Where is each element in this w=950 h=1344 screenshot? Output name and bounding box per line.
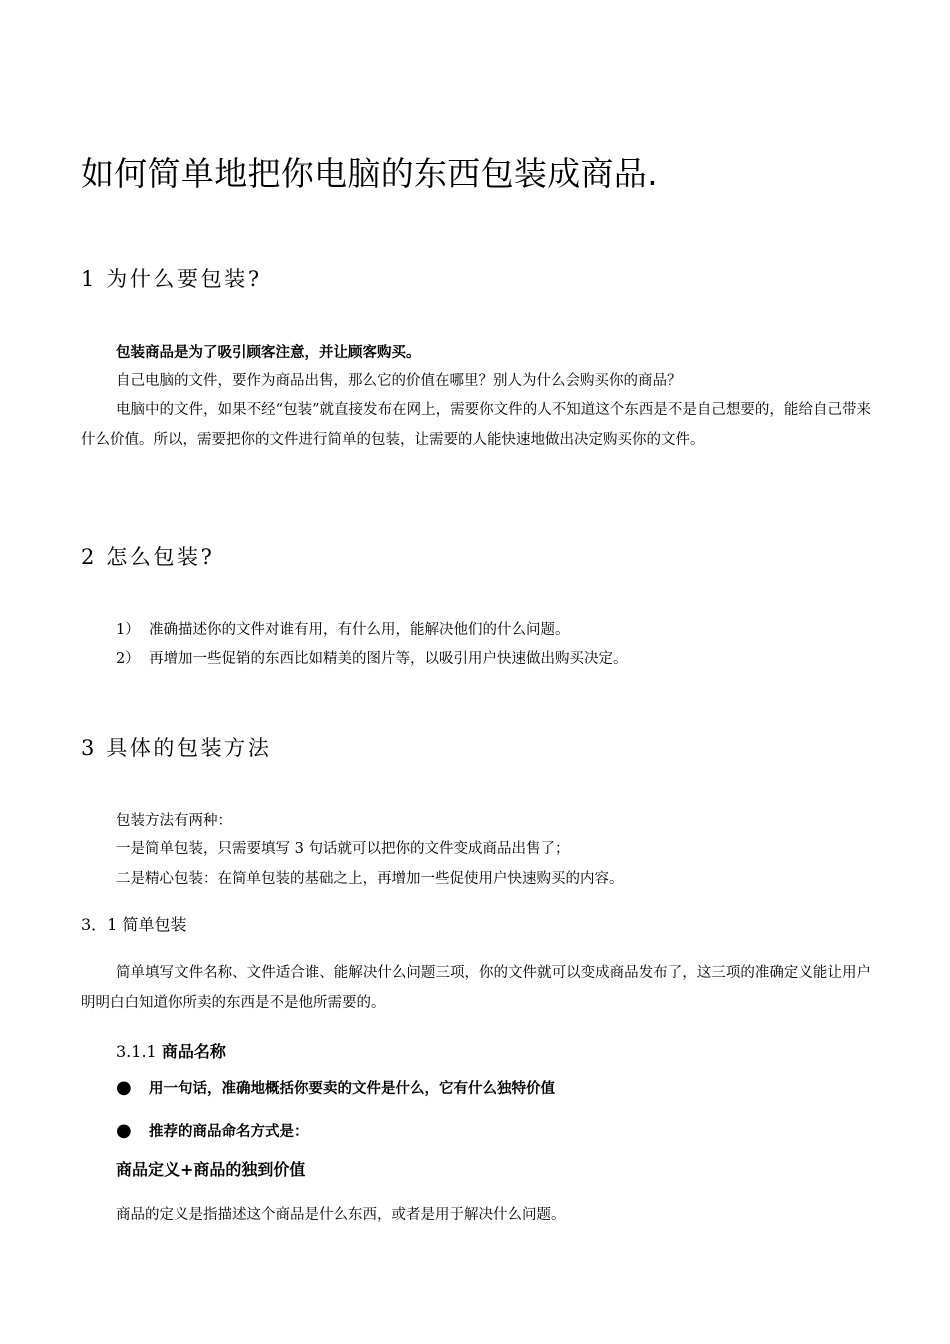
- section-1-lead: 包装商品是为了吸引顾客注意，并让顾客购买。: [116, 344, 421, 361]
- section-3-heading: 3 具体的包装方法: [81, 736, 272, 760]
- list-item-2-number: 2）: [116, 651, 140, 667]
- bullet-item-1: 用一句话，准确地概括你要卖的文件是什么，它有什么独特价值: [149, 1080, 555, 1097]
- bullet-icon: ●: [116, 1077, 132, 1098]
- section-3-intro: 包装方法有两种：: [116, 813, 232, 829]
- bullet-icon: ●: [116, 1120, 132, 1141]
- section-1-paragraph-2: 电脑中的文件，如果不经“包装”就直接发布在网上，需要你文件的人不知道这个东西是不是自己想要的，能给自己带来什么价值。所以，需要把你的文件进行简单的包装，让需要的人能快速地做出决定购买你的文件。: [81, 402, 871, 448]
- naming-formula: 商品定义+商品的独到价值: [116, 1160, 306, 1179]
- list-item-1-number: 1）: [116, 622, 140, 638]
- subsection-3-1-paragraph: 简单填写文件名称、文件适合谁、能解决什么问题三项，你的文件就可以变成商品发布了，这三项的准确定义能让用户明明白白知道你所卖的东西是不是他所需要的。: [81, 965, 871, 1011]
- section-1-paragraph-1: 自己电脑的文件，要作为商品出售，那么它的价值在哪里？别人为什么会购买你的商品？: [116, 373, 682, 389]
- bullet-item-2: 推荐的商品命名方式是：: [149, 1123, 309, 1140]
- item-heading-text: 商品名称: [161, 1042, 226, 1061]
- list-item-2-text: 再增加一些促销的东西比如精美的图片等，以吸引用户快速做出购买决定。: [149, 651, 628, 667]
- section-3-way-2: 二是精心包装：在简单包装的基础之上，再增加一些促使用户快速购买的内容。: [116, 871, 624, 887]
- section-2-heading: 2 怎么包装?: [81, 545, 215, 569]
- item-heading: [116, 1040, 226, 1064]
- section-3-way-1: 一是简单包装，只需要填写 3 句话就可以把你的文件变成商品出售了；: [116, 841, 570, 857]
- definition-paragraph: 商品的定义是指描述这个商品是什么东西，或者是用于解决什么问题。: [116, 1207, 566, 1223]
- document-title: 如何简单地把你电脑的东西包装成商品.: [81, 154, 658, 193]
- subsection-3-1-heading: 3．1 简单包装: [81, 915, 187, 934]
- item-heading-number: 3.1.1: [116, 1042, 157, 1061]
- section-1-heading: 1 为什么要包装?: [81, 267, 262, 291]
- list-item-1-text: 准确描述你的文件对谁有用，有什么用，能解决他们的什么问题。: [149, 622, 570, 638]
